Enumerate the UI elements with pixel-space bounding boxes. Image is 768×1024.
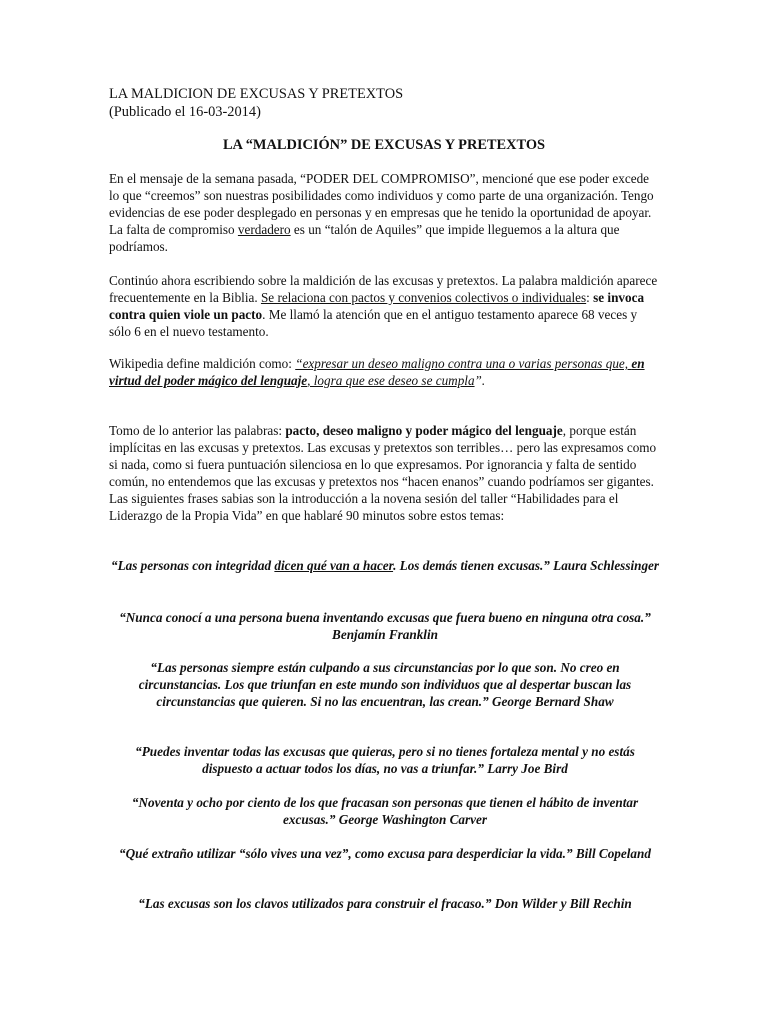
paragraph-4-text-a: Tomo de lo anterior las palabras: [109,423,286,438]
paragraph-4 [109,422,661,524]
paragraph-3 [109,355,661,389]
paragraph-3-definition-d: , logra que ese deseo se cumpla [307,373,475,388]
quote-1-text-c: . Los demás tienen excusas.” Laura Schlessinger [393,558,660,573]
article-title: LA “MALDICIÓN” DE EXCUSAS Y PRETEXTOS [222,137,546,153]
quote-5 [109,794,661,828]
quote-7-text: “Las excusas son los clavos utilizados para construir el fracaso.” Don Wilder y Bill Rechin [138,896,632,911]
paragraph-4-bold: pacto, deseo maligno y poder mágico del lenguaje [285,423,563,438]
quote-5-text: “Noventa y ocho por ciento de los que fracasan son personas que tienen el hábito de inventar excusas.” George Washington Carver [131,795,639,827]
quote-6 [109,845,661,862]
paragraph-1 [109,170,661,255]
publication-date: (Publicado el 16-03-2014) [109,104,261,120]
quote-7 [109,895,661,912]
paragraph-1-underlined-word: verdadero [237,222,291,237]
paragraph-2-text-a: Continúo ahora escribiendo sobre la maldición de las excusas y pretextos. La palabra maldición aparece frecuentemente en la Biblia. [109,273,658,305]
paragraph-4-text-c: , porque están implícitas en las excusas y pretextos. Las excusas y pretextos son terribles… pero las expresamos como si nada, como si fuera puntuación silenciosa en lo que expresamos. Por ignorancia y falta de sentido común, no entendemos que las excusas y pretextos nos “hacen enanos” cuando podríamos ser gigantes. Las siguientes frases sabias son la introducción a la novena sesión del taller “Habilidades para el Liderazgo de la Propia Vida” en que hablaré 90 minutos sobre estos temas: [109,423,657,523]
quote-4 [109,743,661,777]
quote-6-text: “Qué extraño utilizar “sólo vives una vez”, como excusa para desperdiciar la vida.” Bill Copeland [119,846,651,861]
quote-1 [109,557,661,574]
paragraph-2-bold: se invoca contra quien viole un pacto [109,290,645,322]
paragraph-2-text-c: : [586,290,594,305]
quote-4-text: “Puedes inventar todas las excusas que quieras, pero si no tienes fortaleza mental y no estás dispuesto a actuar todos los días, no vas a triunfar.” Larry Joe Bird [135,744,635,776]
paragraph-3-definition-bold: en virtud del poder mágico del lenguaje [109,356,645,388]
quote-3 [109,659,661,710]
document-header [109,85,669,121]
quote-2-text: “Nunca conocí a una persona buena inventando excusas que fuera bueno en ninguna otra cosa.” Benjamín Franklin [119,610,651,642]
header-title: LA MALDICION DE EXCUSAS Y PRETEXTOS [109,86,404,102]
paragraph-2-underlined: Se relaciona con pactos y convenios colectivos o individuales [260,290,587,305]
paragraph-3-definition-a: “expresar un deseo maligno contra una o varias personas que, [295,356,632,371]
paragraph-2 [109,272,661,340]
quote-3-text: “Las personas siempre están culpando a sus circunstancias por lo que son. No creo en circunstancias. Los que triunfan en este mundo son individuos que al despertar buscan las circunstancias que quieren. Si no las encuentran, las crean.” George Bernard Shaw [138,660,632,709]
paragraph-1-text-a: En el mensaje de la semana pasada, “PODER DEL COMPROMISO”, mencioné que ese poder excede lo que “creemos” son nuestras posibilidades como individuos y como parte de una organización. Tengo evidencias de ese poder desplegado en personas y en empresas que he tenido la oportunidad de apoyar. La falta de compromiso [109,171,654,237]
paragraph-3-text-a: Wikipedia define maldición como: [109,356,296,371]
paragraph-1-text-c: es un “talón de Aquiles” que impide lleguemos a la altura que podríamos. [109,222,620,254]
quote-1-text-a: “Las personas con integridad [110,558,275,573]
paragraph-2-text-e: . Me llamó la atención que en el antiguo testamento aparece 68 veces y sólo 6 en el nuevo testamento. [109,307,638,339]
quote-1-underlined: dicen qué van a hacer [274,558,394,573]
quote-2 [109,609,661,643]
paragraph-3-text-e: ”. [474,373,486,388]
